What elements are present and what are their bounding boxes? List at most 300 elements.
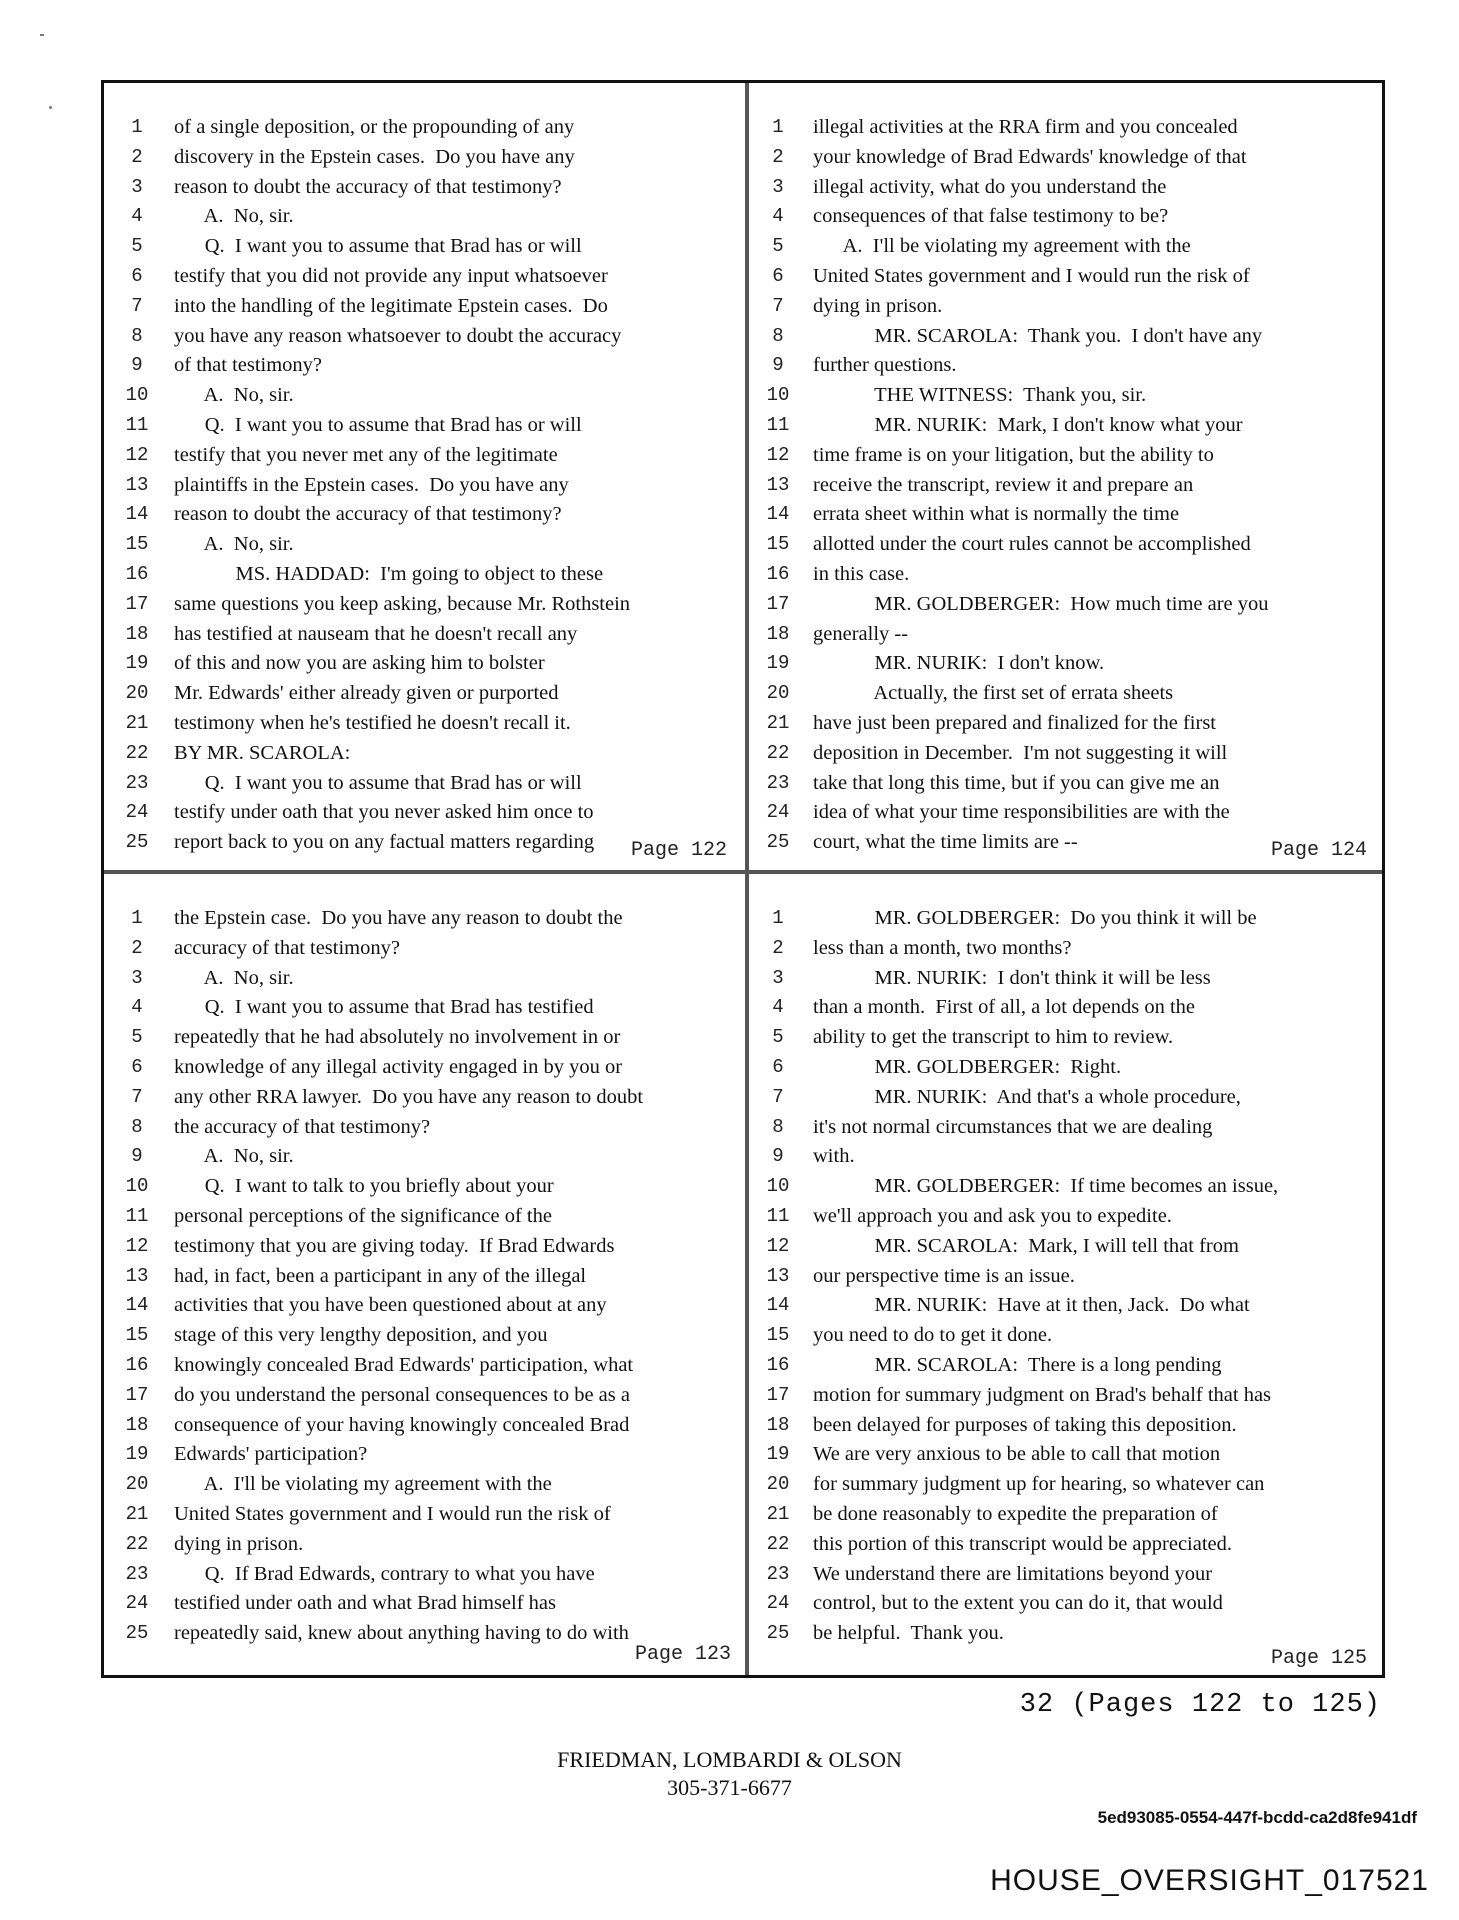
line-number: 7 [131, 294, 143, 317]
line-number: 7 [772, 294, 784, 317]
line-number: 15 [125, 1324, 149, 1347]
line-text: had, in fact, been a participant in any of the illegal [174, 1264, 587, 1287]
line-text: court, what the time limits are -- [813, 831, 1078, 854]
transcript-line [749, 202, 1385, 232]
line-text: consequence of your having knowingly concealed Brad [174, 1413, 630, 1436]
line-text: We understand there are limitations beyond your [813, 1562, 1213, 1585]
transcript-line [749, 232, 1385, 262]
line-text: A. No, sir. [174, 966, 294, 989]
page-range-summary: 32 (Pages 122 to 125) [1019, 1690, 1381, 1720]
line-number: 10 [125, 1175, 149, 1198]
line-number: 19 [125, 652, 149, 675]
line-text: of this and now you are asking him to bolster [174, 652, 545, 675]
transcript-line [104, 560, 745, 590]
line-text: Q. I want you to assume that Brad has or will [174, 235, 582, 258]
line-text: repeatedly said, knew about anything having to do with [174, 1622, 629, 1645]
transcript-line [749, 798, 1385, 828]
line-text: further questions. [813, 354, 957, 377]
line-text: MR. GOLDBERGER: Right. [813, 1055, 1122, 1078]
transcript-lines [749, 113, 1385, 858]
line-text: our perspective time is an issue. [813, 1264, 1075, 1287]
line-number: 2 [131, 145, 143, 168]
transcript-line [104, 769, 745, 799]
line-text: knowingly concealed Brad Edwards' participation, what [174, 1353, 634, 1376]
line-number: 10 [125, 384, 149, 407]
line-number: 9 [772, 1145, 784, 1168]
line-text: take that long this time, but if you can give me an [813, 771, 1220, 794]
line-number: 11 [766, 1204, 790, 1227]
line-number: 1 [772, 116, 784, 138]
line-number: 20 [125, 682, 149, 705]
line-text: Q. I want to talk to you briefly about your [174, 1175, 554, 1198]
line-text: Q. If Brad Edwards, contrary to what you have [174, 1562, 595, 1585]
line-number: 4 [772, 205, 784, 228]
line-text: testify under oath that you never asked him once to [174, 801, 594, 824]
transcript-line [749, 1411, 1385, 1441]
line-text: reason to doubt the accuracy of that testimony? [174, 503, 562, 526]
line-text: testified under oath and what Brad himself has [174, 1592, 556, 1615]
transcript-line [104, 1440, 745, 1470]
transcript-line [104, 1232, 745, 1262]
line-number: 1 [131, 116, 143, 138]
line-number: 15 [766, 1324, 790, 1347]
line-text: testify that you did not provide any input whatsoever [174, 264, 608, 287]
line-text: MR. NURIK: I don't know. [813, 652, 1105, 675]
transcript-line [749, 1053, 1385, 1083]
line-number: 6 [131, 264, 143, 287]
page-label: Page 125 [1270, 1647, 1367, 1670]
transcript-line [749, 1351, 1385, 1381]
line-number: 17 [766, 592, 790, 615]
transcript-line [749, 351, 1385, 381]
line-number: 14 [125, 1294, 149, 1317]
line-number: 25 [766, 1622, 790, 1645]
line-text: reason to doubt the accuracy of that testimony? [174, 175, 562, 198]
line-text: deposition in December. I'm not suggesting it will [813, 741, 1228, 764]
transcript-frame [101, 80, 1385, 1678]
transcript-line [749, 769, 1385, 799]
line-text: with. [813, 1145, 855, 1168]
line-number: 13 [766, 1264, 790, 1287]
line-number: 17 [766, 1383, 790, 1406]
line-text: less than a month, two months? [813, 936, 1072, 959]
line-text: motion for summary judgment on Brad's behalf that has [813, 1383, 1272, 1406]
line-number: 23 [766, 771, 790, 794]
line-number: 2 [131, 936, 143, 959]
line-text: generally -- [813, 622, 909, 645]
transcript-line [104, 649, 745, 679]
line-number: 7 [772, 1085, 784, 1108]
line-number: 10 [766, 384, 790, 407]
line-number: 15 [766, 533, 790, 556]
transcript-line [749, 993, 1385, 1023]
transcript-line [104, 1411, 745, 1441]
transcript-line [104, 292, 745, 322]
line-number: 6 [131, 1055, 143, 1078]
transcript-line [104, 500, 745, 530]
line-text: personal perceptions of the significance of the [174, 1204, 552, 1227]
line-number: 6 [772, 1055, 784, 1078]
transcript-line [104, 1202, 745, 1232]
transcript-line [104, 471, 745, 501]
line-text: A. No, sir. [174, 1145, 294, 1168]
line-number: 14 [766, 1294, 790, 1317]
line-text: A. No, sir. [174, 533, 294, 556]
transcript-line [749, 649, 1385, 679]
line-number: 5 [131, 235, 143, 258]
line-number: 16 [125, 1353, 149, 1376]
line-text: errata sheet within what is normally the time [813, 503, 1180, 526]
line-text: report back to you on any factual matters regarding [174, 831, 595, 854]
line-text: Q. I want you to assume that Brad has or will [174, 413, 582, 436]
line-number: 11 [125, 413, 149, 436]
line-text: illegal activity, what do you understand the [813, 175, 1167, 198]
line-text: the Epstein case. Do you have any reason to doubt the [174, 907, 623, 929]
transcript-line [104, 1053, 745, 1083]
transcript-line [104, 530, 745, 560]
line-text: your knowledge of Brad Edwards' knowledge of that [813, 145, 1247, 168]
line-number: 18 [766, 1413, 790, 1436]
line-text: testimony that you are giving today. If Brad Edwards [174, 1234, 615, 1257]
line-text: any other RRA lawyer. Do you have any reason to doubt [174, 1085, 644, 1108]
line-text: Q. I want you to assume that Brad has testified [174, 996, 594, 1019]
transcript-line [749, 1440, 1385, 1470]
line-number: 5 [772, 1026, 784, 1049]
transcript-line [104, 1023, 745, 1053]
line-number: 17 [125, 1383, 149, 1406]
line-number: 22 [125, 741, 149, 764]
transcript-line [749, 1083, 1385, 1113]
transcript-line [104, 679, 745, 709]
transcript-line [749, 620, 1385, 650]
transcript-line [104, 1351, 745, 1381]
line-number: 20 [766, 682, 790, 705]
line-number: 7 [131, 1085, 143, 1108]
line-number: 9 [772, 354, 784, 377]
line-text: MR. GOLDBERGER: Do you think it will be [813, 907, 1257, 929]
transcript-line [749, 530, 1385, 560]
line-text: MR. GOLDBERGER: How much time are you [813, 592, 1269, 615]
line-text: idea of what your time responsibilities are with the [813, 801, 1230, 824]
transcript-line [104, 934, 745, 964]
transcript-line [749, 709, 1385, 739]
line-number: 1 [131, 907, 143, 929]
transcript-page-122 [104, 83, 745, 870]
line-text: been delayed for purposes of taking this deposition. [813, 1413, 1237, 1436]
transcript-lines [104, 904, 745, 1649]
page-label: Page 123 [634, 1643, 731, 1666]
transcript-line [749, 964, 1385, 994]
line-number: 20 [766, 1473, 790, 1496]
line-number: 2 [772, 936, 784, 959]
transcript-line [749, 1262, 1385, 1292]
line-text: dying in prison. [813, 294, 943, 317]
line-number: 3 [131, 175, 143, 198]
transcript-line [104, 1470, 745, 1500]
line-number: 12 [766, 1234, 790, 1257]
transcript-line [104, 1560, 745, 1590]
transcript-line [104, 173, 745, 203]
transcript-line [104, 798, 745, 828]
document-hash: 5ed93085-0554-447f-bcdd-ca2d8fe941df [1097, 1808, 1417, 1827]
line-number: 4 [772, 996, 784, 1019]
line-number: 18 [125, 1413, 149, 1436]
transcript-page-124 [749, 83, 1385, 870]
line-number: 12 [125, 443, 149, 466]
line-text: have just been prepared and finalized for the first [813, 711, 1216, 734]
firm-phone: 305-371-6677 [667, 1775, 792, 1800]
firm-name: FRIEDMAN, LOMBARDI & OLSON [557, 1747, 902, 1772]
transcript-line [104, 1113, 745, 1143]
line-text: do you understand the personal consequences to be as a [174, 1383, 630, 1406]
line-text: illegal activities at the RRA firm and you concealed [813, 116, 1238, 138]
line-number: 24 [766, 801, 790, 824]
transcript-line [104, 1530, 745, 1560]
transcript-line [749, 500, 1385, 530]
line-number: 13 [125, 1264, 149, 1287]
line-number: 21 [125, 711, 149, 734]
transcript-line [749, 1470, 1385, 1500]
line-text: you have any reason whatsoever to doubt the accuracy [174, 324, 622, 347]
transcript-line [749, 679, 1385, 709]
line-number: 15 [125, 533, 149, 556]
line-number: 10 [766, 1175, 790, 1198]
line-text: of a single deposition, or the propounding of any [174, 116, 575, 138]
line-number: 19 [766, 1443, 790, 1466]
line-number: 24 [766, 1592, 790, 1615]
line-text: dying in prison. [174, 1532, 304, 1555]
line-text: into the handling of the legitimate Epstein cases. Do [174, 294, 608, 317]
transcript-line [749, 1500, 1385, 1530]
court-reporter-firm [0, 1746, 1459, 1802]
line-text: A. No, sir. [174, 384, 294, 407]
line-text: this portion of this transcript would be appreciated. [813, 1532, 1233, 1555]
line-number: 16 [766, 1353, 790, 1376]
transcript-line [749, 560, 1385, 590]
line-text: in this case. [813, 562, 910, 585]
line-number: 9 [131, 1145, 143, 1168]
line-number: 21 [766, 1502, 790, 1525]
line-number: 23 [125, 771, 149, 794]
line-text: A. I'll be violating my agreement with the [813, 235, 1191, 258]
transcript-line [104, 143, 745, 173]
transcript-line [749, 1530, 1385, 1560]
transcript-page-123 [104, 874, 745, 1678]
line-text: the accuracy of that testimony? [174, 1115, 431, 1138]
line-text: has testified at nauseam that he doesn't recall any [174, 622, 578, 645]
transcript-line [104, 1291, 745, 1321]
line-number: 23 [125, 1562, 149, 1585]
line-number: 22 [125, 1532, 149, 1555]
line-number: 6 [772, 264, 784, 287]
scan-mark [40, 34, 44, 36]
scan-mark [49, 106, 52, 109]
line-number: 14 [125, 503, 149, 526]
line-text: Actually, the first set of errata sheets [813, 682, 1174, 705]
line-text: MR. NURIK: Mark, I don't know what your [813, 413, 1243, 436]
line-number: 21 [766, 711, 790, 734]
line-text: it's not normal circumstances that we are dealing [813, 1115, 1213, 1138]
transcript-line [749, 381, 1385, 411]
transcript-line [104, 322, 745, 352]
transcript-lines [749, 904, 1385, 1649]
transcript-line [104, 1500, 745, 1530]
transcript-line [749, 739, 1385, 769]
line-number: 3 [131, 966, 143, 989]
line-text: stage of this very lengthy deposition, and you [174, 1324, 548, 1347]
transcript-line [749, 1321, 1385, 1351]
line-number: 19 [766, 652, 790, 675]
line-number: 5 [131, 1026, 143, 1049]
transcript-line [104, 113, 745, 143]
transcript-line [749, 411, 1385, 441]
line-text: ability to get the transcript to him to review. [813, 1026, 1174, 1049]
line-text: testimony when he's testified he doesn't recall it. [174, 711, 571, 734]
transcript-line [749, 1172, 1385, 1202]
transcript-line [749, 1619, 1385, 1649]
line-text: activities that you have been questioned about at any [174, 1294, 607, 1317]
line-text: We are very anxious to be able to call that motion [813, 1443, 1221, 1466]
line-text: than a month. First of all, a lot depends on the [813, 996, 1196, 1019]
transcript-line [749, 113, 1385, 143]
transcript-page-125 [749, 874, 1385, 1678]
line-number: 25 [125, 831, 149, 854]
transcript-line [104, 739, 745, 769]
line-number: 25 [766, 831, 790, 854]
line-number: 22 [766, 1532, 790, 1555]
transcript-line [749, 1381, 1385, 1411]
transcript-line [104, 1321, 745, 1351]
line-text: THE WITNESS: Thank you, sir. [813, 384, 1147, 407]
line-number: 9 [131, 354, 143, 377]
transcript-line [104, 964, 745, 994]
transcript-line [104, 1142, 745, 1172]
transcript-line [104, 381, 745, 411]
transcript-line [104, 202, 745, 232]
transcript-line [749, 322, 1385, 352]
line-text: A. No, sir. [174, 205, 294, 228]
line-number: 5 [772, 235, 784, 258]
line-text: consequences of that false testimony to be? [813, 205, 1169, 228]
line-text: Mr. Edwards' either already given or purported [174, 682, 559, 705]
transcript-line [749, 934, 1385, 964]
line-text: Edwards' participation? [174, 1443, 368, 1466]
line-number: 11 [766, 413, 790, 436]
line-text: testify that you never met any of the legitimate [174, 443, 558, 466]
line-text: Q. I want you to assume that Brad has or will [174, 771, 582, 794]
line-number: 11 [125, 1204, 149, 1227]
line-text: plaintiffs in the Epstein cases. Do you have any [174, 473, 569, 496]
line-number: 18 [766, 622, 790, 645]
transcript-line [749, 471, 1385, 501]
transcript-line [749, 1023, 1385, 1053]
line-text: same questions you keep asking, because Mr. Rothstein [174, 592, 631, 615]
transcript-line [104, 620, 745, 650]
page-label: Page 122 [630, 839, 727, 862]
line-text: be helpful. Thank you. [813, 1622, 1004, 1645]
line-number: 24 [125, 1592, 149, 1615]
bates-number: HOUSE_OVERSIGHT_017521 [990, 1864, 1429, 1897]
line-number: 24 [125, 801, 149, 824]
line-text: repeatedly that he had absolutely no involvement in or [174, 1026, 621, 1049]
transcript-line [749, 441, 1385, 471]
line-number: 8 [772, 324, 784, 347]
line-number: 4 [131, 205, 143, 228]
line-number: 22 [766, 741, 790, 764]
line-number: 16 [766, 562, 790, 585]
transcript-line [749, 292, 1385, 322]
transcript-line [104, 1083, 745, 1113]
transcript-line [749, 1589, 1385, 1619]
transcript-line [104, 993, 745, 1023]
line-text: control, but to the extent you can do it, that would [813, 1592, 1223, 1615]
transcript-line [749, 1202, 1385, 1232]
transcript-line [749, 143, 1385, 173]
line-text: MS. HADDAD: I'm going to object to these [174, 562, 604, 585]
transcript-line [749, 1291, 1385, 1321]
line-text: of that testimony? [174, 354, 323, 377]
transcript-line [749, 1142, 1385, 1172]
line-number: 13 [125, 473, 149, 496]
line-text: receive the transcript, review it and prepare an [813, 473, 1194, 496]
transcript-line [104, 709, 745, 739]
transcript-line [104, 590, 745, 620]
line-number: 2 [772, 145, 784, 168]
line-number: 16 [125, 562, 149, 585]
line-text: discovery in the Epstein cases. Do you have any [174, 145, 575, 168]
line-text: MR. GOLDBERGER: If time becomes an issue, [813, 1175, 1279, 1198]
line-number: 20 [125, 1473, 149, 1496]
page-label: Page 124 [1270, 839, 1367, 862]
line-text: knowledge of any illegal activity engaged in by you or [174, 1055, 623, 1078]
line-number: 1 [772, 907, 784, 929]
line-number: 3 [772, 966, 784, 989]
line-text: MR. NURIK: And that's a whole procedure, [813, 1085, 1241, 1108]
transcript-line [749, 1232, 1385, 1262]
line-number: 8 [131, 1115, 143, 1138]
line-number: 21 [125, 1502, 149, 1525]
transcript-line [749, 173, 1385, 203]
transcript-line [104, 351, 745, 381]
line-text: MR. NURIK: I don't think it will be less [813, 966, 1211, 989]
line-number: 8 [131, 324, 143, 347]
line-number: 17 [125, 592, 149, 615]
line-text: United States government and I would run the risk of [174, 1502, 611, 1525]
line-text: MR. SCAROLA: There is a long pending [813, 1353, 1222, 1376]
line-number: 19 [125, 1443, 149, 1466]
line-number: 14 [766, 503, 790, 526]
transcript-line [749, 1560, 1385, 1590]
line-text: for summary judgment up for hearing, so whatever can [813, 1473, 1265, 1496]
transcript-line [749, 590, 1385, 620]
line-number: 13 [766, 473, 790, 496]
transcript-line [749, 904, 1385, 934]
transcript-line [104, 904, 745, 934]
line-number: 18 [125, 622, 149, 645]
transcript-line [104, 411, 745, 441]
line-text: be done reasonably to expedite the preparation of [813, 1502, 1218, 1525]
line-text: United States government and I would run the risk of [813, 264, 1250, 287]
transcript-line [104, 232, 745, 262]
line-text: MR. SCAROLA: Thank you. I don't have any [813, 324, 1263, 347]
line-number: 12 [766, 443, 790, 466]
transcript-line [749, 1113, 1385, 1143]
line-number: 12 [125, 1234, 149, 1257]
line-text: we'll approach you and ask you to expedite. [813, 1204, 1172, 1227]
transcript-line [104, 1381, 745, 1411]
transcript-line [104, 441, 745, 471]
line-text: you need to do to get it done. [813, 1324, 1053, 1347]
